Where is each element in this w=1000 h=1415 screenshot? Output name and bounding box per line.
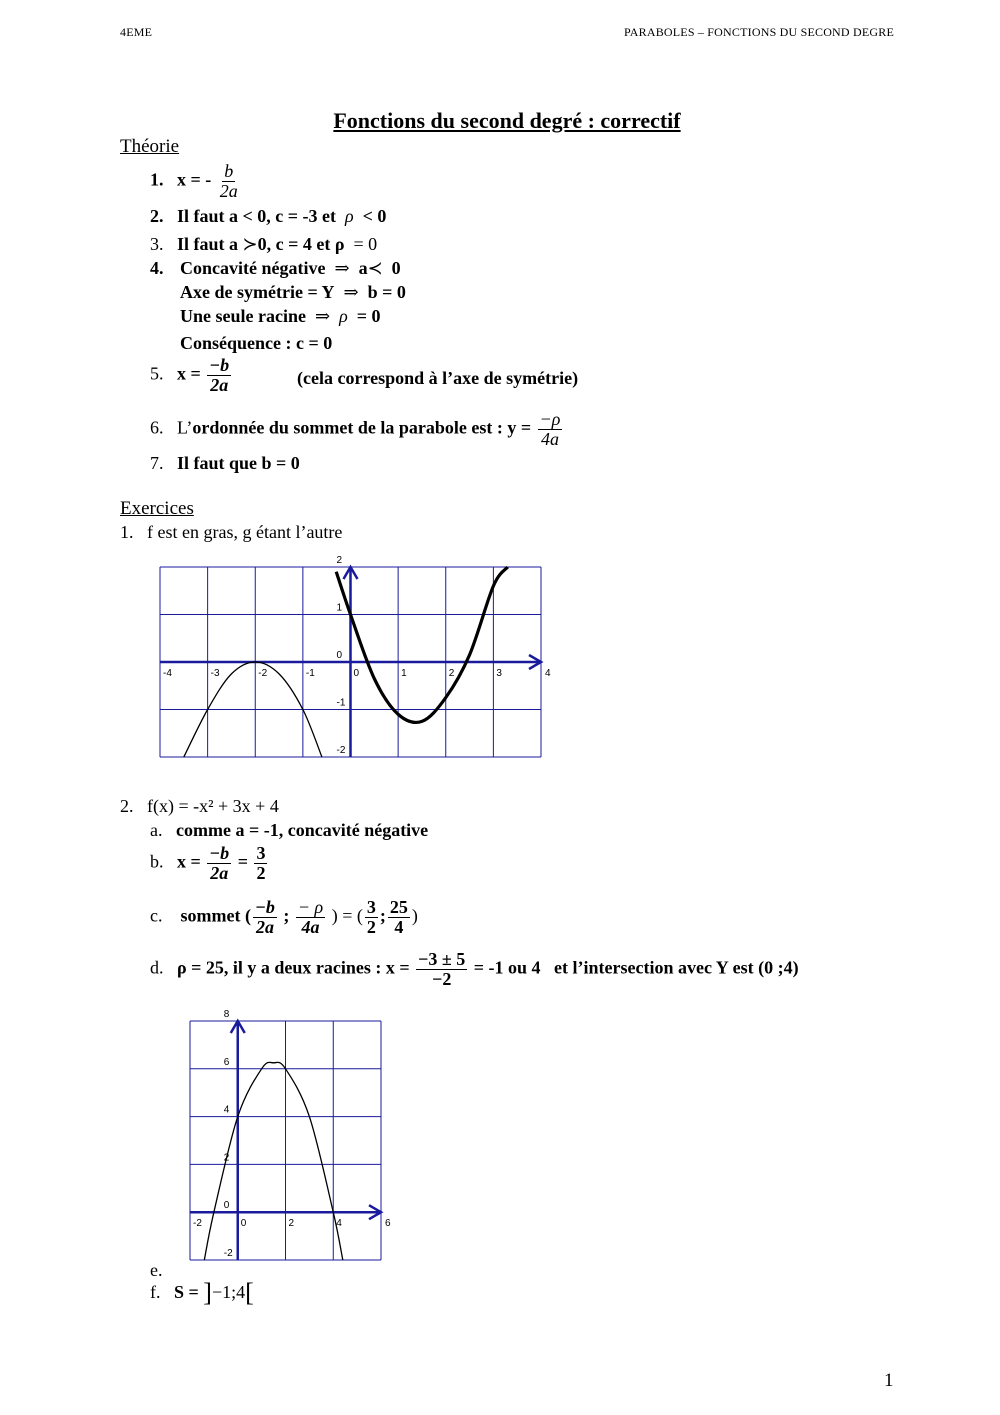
theory-item-3: 3. Il faut a ≻0, c = 4 et ρ = 0 <box>150 234 378 254</box>
exercise-2b: b. x = $\frac{-b}{2a}$ = $\frac{3}{2}$ <box>150 843 266 883</box>
series-curve-1 <box>336 567 507 722</box>
graph-2-ticks <box>193 1009 391 1259</box>
x-tick-label: 0 <box>353 668 360 679</box>
y-tick-label: -1 <box>336 697 346 709</box>
exercise-2d: d. ρ = 25, il y a deux racines : x = $\frac{-3 \pm 5}{-2}$ = -1 ou 4 et l’intersection avec Y est (0 ;4) <box>150 949 799 989</box>
exercise-2c: c. sommet ( $\frac{-b}{2a}$ ; $\frac{- \rho}{4a}$ ) = ( $\frac{3}{2}$ ; $\frac{25}{4}$ ) <box>150 897 418 937</box>
page-title: Fonctions du second degré : correctif <box>333 108 681 133</box>
theory-item-5-note: (cela correspond à l’axe de symétrie) <box>297 368 579 388</box>
graph-1 <box>150 545 560 765</box>
exercise-2a: a. comme a = -1, concavité négative <box>150 820 429 840</box>
header-right: PARABOLES – FONCTIONS DU SECOND DEGRE <box>624 25 894 39</box>
page-number: 1 <box>884 1370 894 1391</box>
x-tick-label: 0 <box>240 1218 247 1230</box>
theory-heading: Théorie <box>120 136 180 157</box>
series-curve-1 <box>204 1062 342 1260</box>
y-tick-label: 8 <box>223 1009 230 1020</box>
x-tick-label: 2 <box>288 1218 295 1230</box>
x-tick-label: 3 <box>496 668 502 679</box>
x-tick-label: 4 <box>336 1218 342 1230</box>
x-tick-label: 1 <box>401 668 407 679</box>
graph-2 <box>180 1002 395 1264</box>
exercise-2: 2. f(x) = -x² + 3x + 4 <box>120 796 279 816</box>
theory-item-4-line4: Conséquence : c = 0 <box>180 333 333 353</box>
theory-item-5: 5. x = $\frac{-b}{2a}$ <box>150 355 230 395</box>
exercises-heading: Exercices <box>120 498 194 519</box>
y-tick-label: 4 <box>223 1104 230 1116</box>
theory-item-4: 4. <box>150 258 164 278</box>
x-tick-label: -1 <box>305 668 315 679</box>
exercise-2f: f. S = ]−1;4[ <box>150 1278 254 1307</box>
y-tick-label: 0 <box>336 650 343 661</box>
exercise-1: 1. f est en gras, g étant l’autre <box>120 522 343 542</box>
x-tick-label: -2 <box>258 668 268 679</box>
graph-2-curves <box>204 1062 342 1260</box>
theory-item-4-line3: Une seule racine ⇒ ρ = 0 <box>180 306 381 326</box>
theory-item-7: 7. Il faut que b = 0 <box>150 453 300 473</box>
x-tick-label: -4 <box>163 668 172 679</box>
x-tick-label: 4 <box>545 668 551 679</box>
y-tick-label: 2 <box>223 1152 230 1164</box>
graph-1-axes <box>160 567 541 757</box>
theory-item-4-line2: Axe de symétrie = Y ⇒ b = 0 <box>180 282 406 302</box>
theory-item-1: 1. x = - $\frac{b}{2a}$ <box>150 161 238 201</box>
theory-item-6: 6. L’ordonnée du sommet de la parabole est : y = $\frac{-\rho}{4a}$ <box>150 409 561 449</box>
graph-2-grid <box>190 1021 381 1260</box>
y-tick-label: 0 <box>223 1200 230 1212</box>
x-tick-label: -3 <box>210 668 220 679</box>
exercise-2e: e. <box>150 1260 163 1280</box>
x-tick-label: 2 <box>448 668 455 679</box>
y-tick-label: 1 <box>336 602 343 614</box>
x-tick-label: -2 <box>193 1218 202 1230</box>
y-tick-label: -2 <box>223 1248 233 1259</box>
y-tick-label: 6 <box>223 1056 230 1068</box>
theory-item-2: 2. Il faut a < 0, c = -3 et ρ < 0 <box>150 206 387 226</box>
theory-item-4-line1: Concavité négative ⇒ a≺ 0 <box>180 258 401 278</box>
x-tick-label: 6 <box>385 1218 391 1230</box>
y-tick-label: -2 <box>336 745 346 756</box>
y-tick-label: 2 <box>336 555 343 566</box>
header-left: 4EME <box>120 25 153 39</box>
